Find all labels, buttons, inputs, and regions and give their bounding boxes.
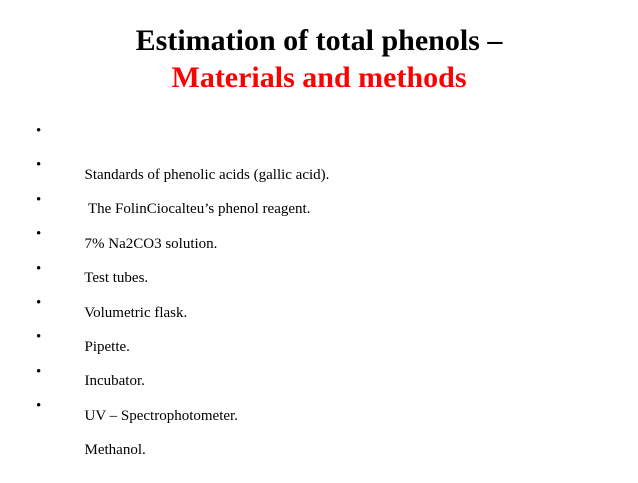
list-item-text: Volumetric flask.: [84, 304, 188, 321]
bullet-icon: •: [36, 123, 42, 139]
list-item-text: Pipette.: [84, 338, 130, 355]
list-item-text: The FolinCiocalteu’s phenol reagent.: [84, 201, 311, 218]
title-line-primary: Estimation of total phenols –: [135, 24, 503, 57]
bullet-icon: •: [36, 294, 42, 311]
bullet-icon: •: [36, 226, 42, 243]
bullet-list: [36, 120, 330, 459]
list-item: [36, 292, 329, 355]
list-item: [36, 154, 329, 218]
bullet-icon: •: [36, 329, 42, 346]
slide-title: [0, 22, 638, 96]
list-item: [36, 326, 329, 390]
bullet-icon: •: [36, 157, 42, 174]
list-item-text: 7% Na2CO3 solution.: [84, 235, 218, 252]
list-item: [36, 258, 329, 321]
list-item: [36, 120, 330, 183]
list-item-text: Incubator.: [84, 373, 145, 390]
list-item: [36, 189, 329, 252]
list-item: [36, 223, 329, 287]
list-item: [36, 361, 329, 424]
list-item-text: Standards of phenolic acids (gallic acid).: [84, 167, 330, 183]
list-item: [36, 395, 329, 459]
bullet-icon: •: [36, 398, 42, 415]
bullet-icon: •: [36, 363, 42, 380]
title-line-accent: Materials and methods: [171, 61, 467, 94]
bullet-icon: •: [36, 260, 42, 277]
list-item-text: Methanol.: [84, 442, 146, 459]
list-item-text: UV – Spectrophotometer.: [84, 407, 238, 424]
bullet-icon: •: [36, 191, 42, 208]
list-item-text: Test tubes.: [84, 270, 149, 287]
